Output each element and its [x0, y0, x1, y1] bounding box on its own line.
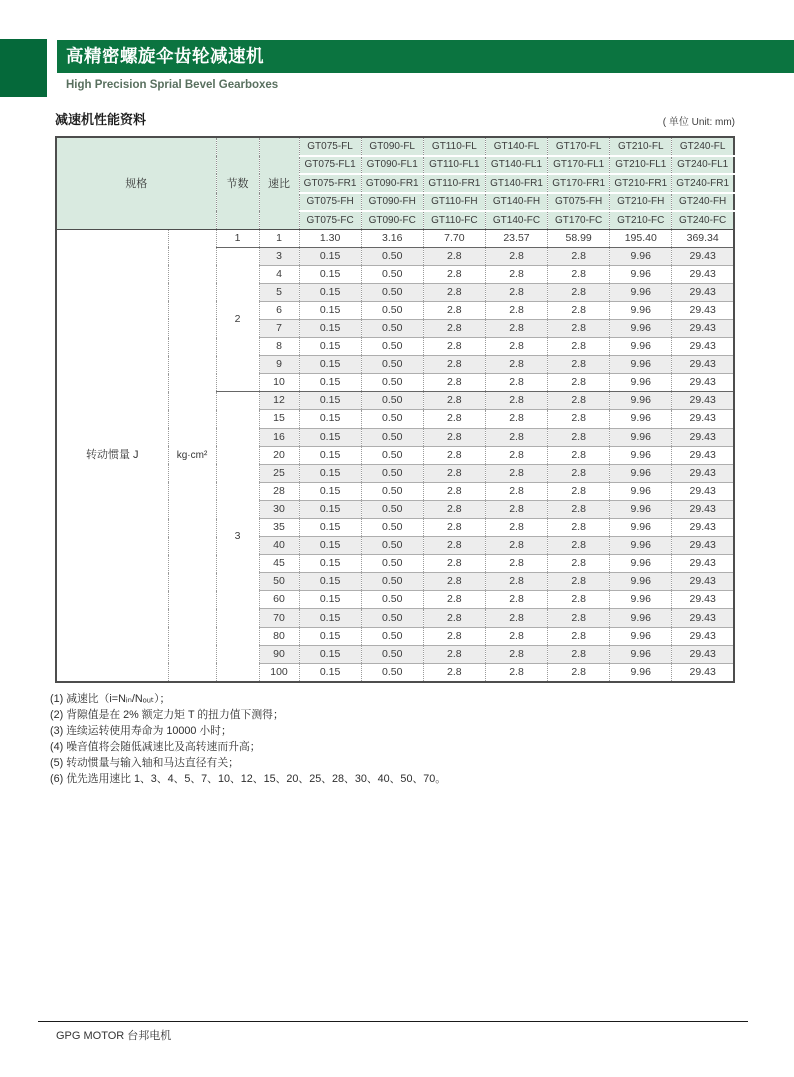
inertia-value-cell: 29.43 — [672, 591, 734, 609]
inertia-value-cell: 9.96 — [610, 283, 672, 301]
inertia-value-cell: 2.8 — [548, 338, 610, 356]
inertia-value-cell: 2.8 — [485, 609, 547, 627]
model-header-cell: GT240-FR1 — [672, 174, 734, 193]
inertia-value-cell: 2.8 — [485, 338, 547, 356]
inertia-value-cell: 9.96 — [610, 537, 672, 555]
table-body — [56, 229, 734, 682]
ratio-value-cell: 8 — [259, 338, 299, 356]
inertia-value-cell: 2.8 — [485, 319, 547, 337]
inertia-value-cell: 0.50 — [361, 374, 423, 392]
ratio-value-cell: 35 — [259, 519, 299, 537]
inertia-value-cell: 2.8 — [423, 428, 485, 446]
inertia-value-cell: 2.8 — [548, 319, 610, 337]
ratio-value-cell: 15 — [259, 410, 299, 428]
ratio-value-cell: 20 — [259, 446, 299, 464]
inertia-value-cell: 2.8 — [485, 428, 547, 446]
ratio-value-cell: 60 — [259, 591, 299, 609]
inertia-value-cell: 29.43 — [672, 247, 734, 265]
inertia-value-cell: 2.8 — [485, 283, 547, 301]
inertia-value-cell: 29.43 — [672, 392, 734, 410]
inertia-value-cell: 2.8 — [548, 537, 610, 555]
model-header-cell: GT075-FH — [548, 193, 610, 212]
ratio-value-cell: 6 — [259, 301, 299, 319]
model-header-cell: GT240-FH — [672, 193, 734, 212]
inertia-value-cell: 0.15 — [299, 645, 361, 663]
inertia-value-cell: 2.8 — [423, 573, 485, 591]
ratio-value-cell: 80 — [259, 627, 299, 645]
brand-corner-block — [0, 39, 47, 97]
inertia-value-cell: 2.8 — [485, 663, 547, 682]
inertia-value-cell: 2.8 — [423, 591, 485, 609]
inertia-value-cell: 0.50 — [361, 446, 423, 464]
model-header-cell: GT210-FH — [610, 193, 672, 212]
inertia-value-cell: 9.96 — [610, 301, 672, 319]
inertia-value-cell: 0.15 — [299, 464, 361, 482]
inertia-value-cell: 9.96 — [610, 663, 672, 682]
inertia-value-cell: 0.50 — [361, 609, 423, 627]
ratio-value-cell: 7 — [259, 319, 299, 337]
inertia-value-cell: 29.43 — [672, 537, 734, 555]
inertia-value-cell: 9.96 — [610, 410, 672, 428]
ratio-value-cell: 45 — [259, 555, 299, 573]
inertia-value-cell: 0.50 — [361, 410, 423, 428]
model-header-cell: GT090-FH — [361, 193, 423, 212]
inertia-value-cell: 9.96 — [610, 319, 672, 337]
inertia-value-cell: 2.8 — [423, 609, 485, 627]
model-header-cell: GT240-FL — [672, 137, 734, 156]
inertia-value-cell: 2.8 — [485, 356, 547, 374]
inertia-value-cell: 2.8 — [548, 464, 610, 482]
inertia-value-cell: 0.15 — [299, 374, 361, 392]
inertia-value-cell: 0.50 — [361, 645, 423, 663]
inertia-value-cell: 0.15 — [299, 356, 361, 374]
model-header-cell: GT090-FL — [361, 137, 423, 156]
ratio-value-cell: 1 — [259, 229, 299, 247]
model-header-cell: GT110-FR1 — [423, 174, 485, 193]
inertia-value-cell: 9.96 — [610, 464, 672, 482]
inertia-value-cell: 29.43 — [672, 500, 734, 518]
model-header-cell: GT210-FC — [610, 211, 672, 229]
model-header-cell: GT210-FR1 — [610, 174, 672, 193]
inertia-value-cell: 23.57 — [485, 229, 547, 247]
inertia-value-cell: 2.8 — [548, 519, 610, 537]
ratio-value-cell: 3 — [259, 247, 299, 265]
ratio-value-cell: 100 — [259, 663, 299, 682]
stage-value-cell: 1 — [216, 229, 259, 247]
footnote-3: (3) 连续运转使用寿命为 10000 小时； — [50, 724, 232, 737]
inertia-value-cell: 29.43 — [672, 482, 734, 500]
model-header-cell: GT075-FC — [299, 211, 361, 229]
inertia-value-cell: 9.96 — [610, 446, 672, 464]
model-header-cell: GT110-FL — [423, 137, 485, 156]
ratio-column-header: 速比 — [259, 137, 299, 229]
inertia-value-cell: 0.15 — [299, 247, 361, 265]
inertia-value-cell: 0.50 — [361, 591, 423, 609]
inertia-value-cell: 0.50 — [361, 464, 423, 482]
inertia-value-cell: 2.8 — [485, 500, 547, 518]
inertia-value-cell: 0.15 — [299, 609, 361, 627]
inertia-value-cell: 0.15 — [299, 482, 361, 500]
inertia-value-cell: 29.43 — [672, 410, 734, 428]
model-header-cell: GT170-FC — [548, 211, 610, 229]
inertia-value-cell: 2.8 — [423, 500, 485, 518]
inertia-value-cell: 369.34 — [672, 229, 734, 247]
inertia-value-cell: 0.15 — [299, 428, 361, 446]
footer-brand: GPG MOTOR 台邦电机 — [56, 1030, 172, 1042]
inertia-value-cell: 29.43 — [672, 446, 734, 464]
inertia-value-cell: 9.96 — [610, 265, 672, 283]
inertia-value-cell: 2.8 — [423, 356, 485, 374]
section-heading-row — [55, 109, 735, 128]
inertia-value-cell: 9.96 — [610, 645, 672, 663]
inertia-value-cell: 2.8 — [548, 247, 610, 265]
inertia-value-cell: 2.8 — [423, 283, 485, 301]
spec-column-header: 规格 — [56, 137, 216, 229]
ratio-value-cell: 50 — [259, 573, 299, 591]
inertia-value-cell: 29.43 — [672, 663, 734, 682]
inertia-value-cell: 29.43 — [672, 338, 734, 356]
model-header-cell: GT140-FH — [485, 193, 547, 212]
page-subtitle: High Precision Sprial Bevel Gearboxes — [66, 79, 279, 91]
inertia-value-cell: 2.8 — [485, 537, 547, 555]
inertia-value-cell: 9.96 — [610, 591, 672, 609]
inertia-value-cell: 0.50 — [361, 338, 423, 356]
model-header-cell: GT170-FL1 — [548, 156, 610, 175]
inertia-value-cell: 2.8 — [485, 482, 547, 500]
footnote-6: (6) 优先选用速比 1、3、4、5、7、10、12、15、20、25、28、30、40、50、70。 — [50, 772, 447, 785]
model-header-cell: GT090-FC — [361, 211, 423, 229]
model-header-cell: GT140-FL — [485, 137, 547, 156]
inertia-value-cell: 58.99 — [548, 229, 610, 247]
inertia-value-cell: 2.8 — [423, 374, 485, 392]
inertia-value-cell: 9.96 — [610, 428, 672, 446]
model-header-cell: GT090-FL1 — [361, 156, 423, 175]
inertia-value-cell: 2.8 — [485, 591, 547, 609]
inertia-value-cell: 9.96 — [610, 627, 672, 645]
page-title-bar — [57, 40, 794, 73]
unit-note: ( 单位 Unit: mm) — [662, 117, 735, 128]
ratio-value-cell: 28 — [259, 482, 299, 500]
inertia-value-cell: 0.15 — [299, 301, 361, 319]
inertia-value-cell: 0.50 — [361, 265, 423, 283]
inertia-value-cell: 0.50 — [361, 247, 423, 265]
inertia-value-cell: 9.96 — [610, 374, 672, 392]
inertia-value-cell: 0.15 — [299, 519, 361, 537]
performance-table-wrap — [55, 136, 735, 683]
inertia-value-cell: 2.8 — [423, 482, 485, 500]
inertia-value-cell: 2.8 — [548, 591, 610, 609]
inertia-value-cell: 9.96 — [610, 573, 672, 591]
inertia-value-cell: 2.8 — [485, 446, 547, 464]
ratio-value-cell: 9 — [259, 356, 299, 374]
ratio-value-cell: 16 — [259, 428, 299, 446]
model-header-cell: GT170-FR1 — [548, 174, 610, 193]
table-header — [56, 137, 734, 229]
inertia-value-cell: 3.16 — [361, 229, 423, 247]
inertia-value-cell: 2.8 — [548, 645, 610, 663]
inertia-value-cell: 2.8 — [548, 663, 610, 682]
inertia-value-cell: 29.43 — [672, 645, 734, 663]
model-header-cell: GT110-FC — [423, 211, 485, 229]
model-header-cell: GT075-FH — [299, 193, 361, 212]
inertia-value-cell: 29.43 — [672, 519, 734, 537]
inertia-value-cell: 2.8 — [485, 247, 547, 265]
inertia-value-cell: 0.15 — [299, 573, 361, 591]
inertia-value-cell: 29.43 — [672, 555, 734, 573]
inertia-value-cell: 0.15 — [299, 591, 361, 609]
inertia-value-cell: 0.50 — [361, 555, 423, 573]
inertia-value-cell: 29.43 — [672, 573, 734, 591]
inertia-value-cell: 0.50 — [361, 573, 423, 591]
inertia-value-cell: 1.30 — [299, 229, 361, 247]
inertia-value-cell: 2.8 — [423, 410, 485, 428]
footnote-2: (2) 背隙值是在 2% 额定力矩 T 的扭力值下测得； — [50, 708, 284, 721]
inertia-value-cell: 0.50 — [361, 428, 423, 446]
inertia-value-cell: 0.50 — [361, 663, 423, 682]
inertia-value-cell: 2.8 — [485, 301, 547, 319]
ratio-value-cell: 30 — [259, 500, 299, 518]
section-title: 减速机性能资料 — [55, 112, 147, 127]
inertia-value-cell: 9.96 — [610, 247, 672, 265]
spec-unit-cell: kg·cm² — [168, 229, 216, 682]
inertia-value-cell: 0.15 — [299, 446, 361, 464]
inertia-value-cell: 2.8 — [485, 627, 547, 645]
inertia-value-cell: 2.8 — [485, 645, 547, 663]
inertia-value-cell: 7.70 — [423, 229, 485, 247]
inertia-value-cell: 29.43 — [672, 428, 734, 446]
model-header-cell: GT210-FL — [610, 137, 672, 156]
model-header-cell: GT210-FL1 — [610, 156, 672, 175]
ratio-value-cell: 70 — [259, 609, 299, 627]
inertia-value-cell: 29.43 — [672, 265, 734, 283]
inertia-value-cell: 2.8 — [485, 573, 547, 591]
inertia-value-cell: 2.8 — [423, 555, 485, 573]
inertia-value-cell: 0.15 — [299, 410, 361, 428]
inertia-value-cell: 2.8 — [548, 428, 610, 446]
stage-column-header: 节数 — [216, 137, 259, 229]
inertia-value-cell: 2.8 — [423, 247, 485, 265]
stage-value-cell: 2 — [216, 247, 259, 392]
inertia-value-cell: 9.96 — [610, 519, 672, 537]
inertia-value-cell: 2.8 — [548, 356, 610, 374]
inertia-value-cell: 9.96 — [610, 356, 672, 374]
ratio-value-cell: 40 — [259, 537, 299, 555]
inertia-value-cell: 2.8 — [548, 374, 610, 392]
inertia-value-cell: 0.15 — [299, 392, 361, 410]
inertia-value-cell: 0.50 — [361, 392, 423, 410]
ratio-value-cell: 4 — [259, 265, 299, 283]
model-header-cell: GT240-FL1 — [672, 156, 734, 175]
inertia-value-cell: 195.40 — [610, 229, 672, 247]
inertia-value-cell: 2.8 — [548, 609, 610, 627]
inertia-value-cell: 2.8 — [423, 663, 485, 682]
inertia-value-cell: 0.50 — [361, 356, 423, 374]
inertia-value-cell: 0.50 — [361, 500, 423, 518]
model-header-cell: GT170-FL — [548, 137, 610, 156]
inertia-value-cell: 2.8 — [548, 482, 610, 500]
ratio-value-cell: 10 — [259, 374, 299, 392]
model-header-cell: GT140-FL1 — [485, 156, 547, 175]
inertia-value-cell: 2.8 — [423, 645, 485, 663]
inertia-value-cell: 2.8 — [423, 301, 485, 319]
footnotes — [50, 692, 446, 787]
model-header-cell: GT075-FR1 — [299, 174, 361, 193]
inertia-value-cell: 29.43 — [672, 283, 734, 301]
model-header-cell: GT075-FL — [299, 137, 361, 156]
inertia-value-cell: 2.8 — [548, 283, 610, 301]
inertia-value-cell: 2.8 — [423, 464, 485, 482]
ratio-value-cell: 90 — [259, 645, 299, 663]
inertia-value-cell: 9.96 — [610, 500, 672, 518]
inertia-value-cell: 0.15 — [299, 338, 361, 356]
inertia-value-cell: 2.8 — [548, 301, 610, 319]
inertia-value-cell: 2.8 — [548, 392, 610, 410]
inertia-value-cell: 9.96 — [610, 555, 672, 573]
model-header-cell: GT110-FL1 — [423, 156, 485, 175]
footnote-4: (4) 噪音值将会随低减速比及高转速而升高； — [50, 740, 261, 753]
inertia-value-cell: 2.8 — [548, 446, 610, 464]
ratio-value-cell: 12 — [259, 392, 299, 410]
inertia-value-cell: 2.8 — [423, 338, 485, 356]
inertia-value-cell: 29.43 — [672, 301, 734, 319]
inertia-value-cell: 0.15 — [299, 555, 361, 573]
inertia-value-cell: 2.8 — [548, 573, 610, 591]
inertia-value-cell: 9.96 — [610, 609, 672, 627]
spec-name-cell: 转动惯量 J — [85, 448, 139, 461]
inertia-value-cell: 29.43 — [672, 374, 734, 392]
inertia-value-cell: 2.8 — [548, 265, 610, 283]
inertia-value-cell: 0.15 — [299, 283, 361, 301]
model-header-cell: GT240-FC — [672, 211, 734, 229]
inertia-value-cell: 29.43 — [672, 464, 734, 482]
inertia-value-cell: 2.8 — [485, 464, 547, 482]
inertia-value-cell: 2.8 — [548, 555, 610, 573]
inertia-value-cell: 0.15 — [299, 265, 361, 283]
inertia-value-cell: 9.96 — [610, 338, 672, 356]
inertia-value-cell: 2.8 — [423, 446, 485, 464]
inertia-value-cell: 2.8 — [485, 265, 547, 283]
inertia-value-cell: 0.50 — [361, 519, 423, 537]
ratio-value-cell: 25 — [259, 464, 299, 482]
inertia-value-cell: 29.43 — [672, 609, 734, 627]
model-header-cell: GT140-FC — [485, 211, 547, 229]
inertia-value-cell: 0.15 — [299, 537, 361, 555]
inertia-value-cell: 29.43 — [672, 319, 734, 337]
inertia-value-cell: 2.8 — [485, 555, 547, 573]
inertia-value-cell: 2.8 — [423, 265, 485, 283]
inertia-value-cell: 2.8 — [423, 392, 485, 410]
inertia-value-cell: 0.50 — [361, 301, 423, 319]
inertia-value-cell: 0.50 — [361, 482, 423, 500]
inertia-value-cell: 2.8 — [423, 537, 485, 555]
stage-value-cell: 3 — [216, 392, 259, 682]
inertia-value-cell: 2.8 — [548, 500, 610, 518]
inertia-value-cell: 29.43 — [672, 627, 734, 645]
footer-divider — [38, 1021, 748, 1022]
inertia-value-cell: 0.15 — [299, 627, 361, 645]
footnote-1: (1) 减速比（i=Nᵢₙ/Nₒᵤₜ）； — [50, 693, 171, 705]
inertia-value-cell: 2.8 — [423, 519, 485, 537]
footnote-5: (5) 转动惯量与输入轴和马达直径有关； — [50, 756, 239, 769]
ratio-value-cell: 5 — [259, 283, 299, 301]
model-header-cell: GT090-FR1 — [361, 174, 423, 193]
inertia-value-cell: 0.15 — [299, 663, 361, 682]
inertia-value-cell: 9.96 — [610, 392, 672, 410]
inertia-value-cell: 2.8 — [423, 627, 485, 645]
inertia-value-cell: 2.8 — [485, 410, 547, 428]
model-header-cell: GT110-FH — [423, 193, 485, 212]
page-title: 高精密螺旋伞齿轮减速机 — [66, 46, 264, 66]
model-header-cell: GT140-FR1 — [485, 174, 547, 193]
inertia-value-cell: 2.8 — [548, 410, 610, 428]
inertia-value-cell: 2.8 — [485, 392, 547, 410]
inertia-value-cell: 9.96 — [610, 482, 672, 500]
inertia-value-cell: 0.50 — [361, 283, 423, 301]
inertia-value-cell: 0.50 — [361, 319, 423, 337]
inertia-value-cell: 2.8 — [423, 319, 485, 337]
performance-table — [55, 136, 735, 683]
inertia-value-cell: 0.50 — [361, 537, 423, 555]
inertia-value-cell: 2.8 — [485, 374, 547, 392]
inertia-value-cell: 29.43 — [672, 356, 734, 374]
inertia-value-cell: 0.15 — [299, 319, 361, 337]
inertia-value-cell: 0.15 — [299, 500, 361, 518]
model-header-cell: GT075-FL1 — [299, 156, 361, 175]
inertia-value-cell: 0.50 — [361, 627, 423, 645]
inertia-value-cell: 2.8 — [548, 627, 610, 645]
inertia-value-cell: 2.8 — [485, 519, 547, 537]
